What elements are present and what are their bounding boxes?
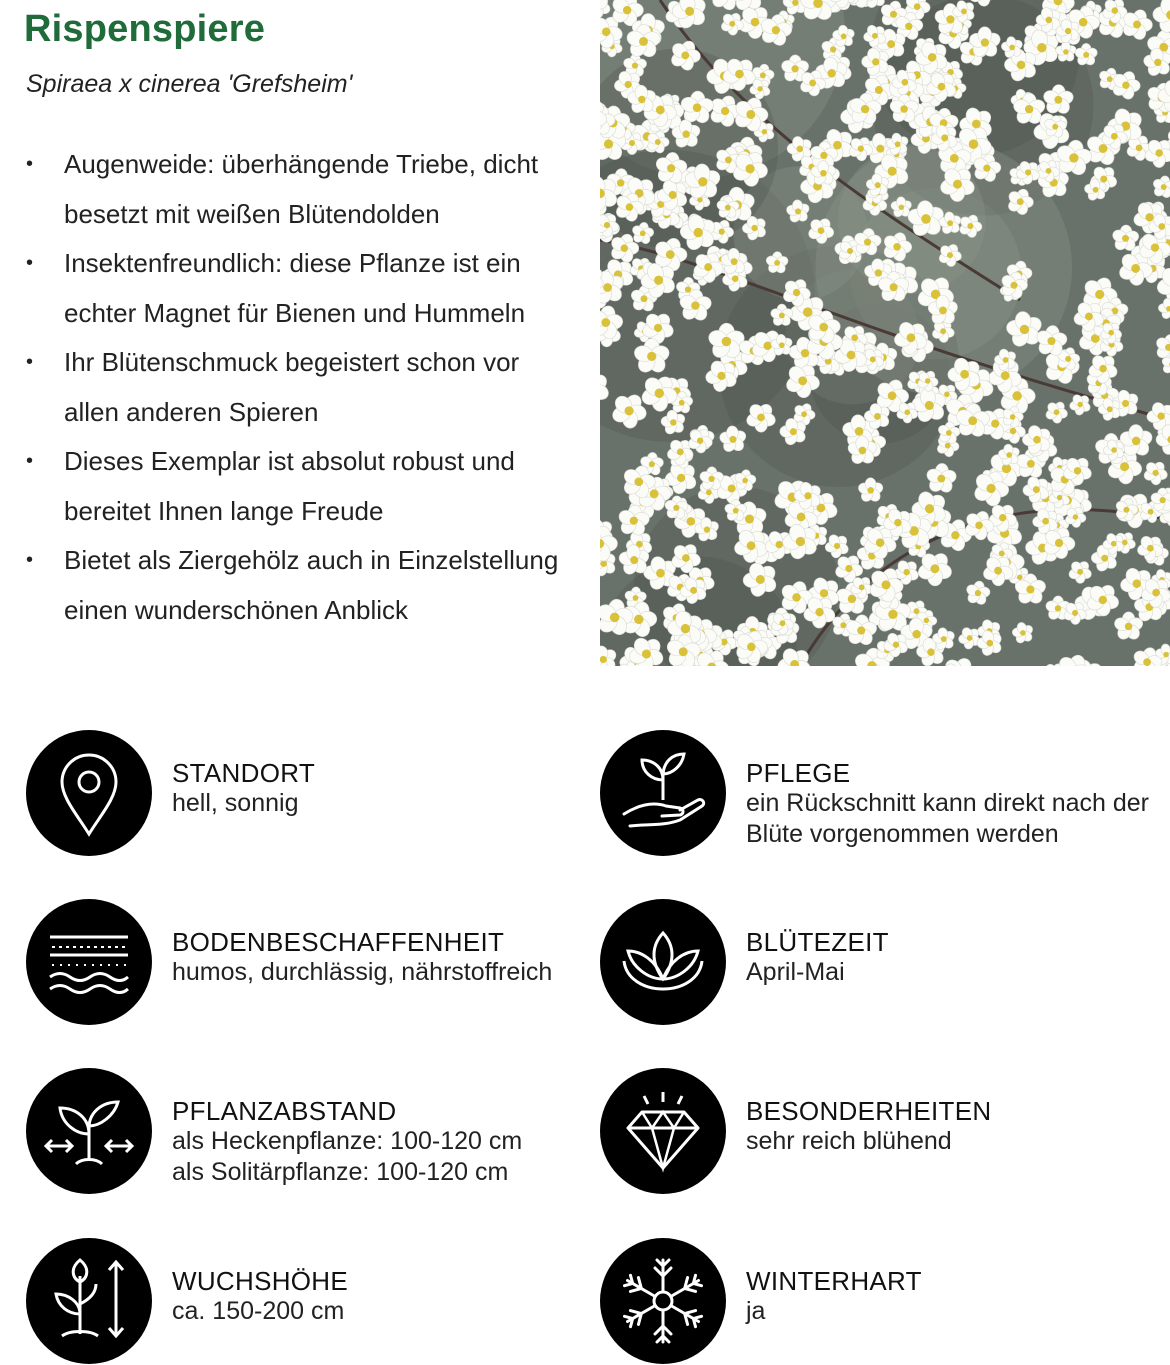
bullet-line: einen wunderschönen Anblick (64, 594, 409, 625)
bullet-line: allen anderen Spieren (64, 396, 319, 427)
feature-value: sehr reich blühend (746, 1127, 952, 1155)
feature-value-line: als Heckenpflanze: 100-120 cm (172, 1127, 523, 1155)
bullet-dot: • (26, 351, 34, 373)
feature-value: ca. 150-200 cm (172, 1297, 345, 1325)
feature-label: WUCHSHÖHE (172, 1266, 349, 1296)
feature-value (746, 788, 1149, 850)
feature-label: BLÜTEZEIT (746, 927, 889, 957)
bullet-line: besetzt mit weißen Blütendolden (64, 198, 440, 229)
bullet-item (26, 239, 586, 338)
bullet-line: bereitet Ihnen lange Freude (64, 495, 384, 526)
bullet-line: Insektenfreundlich: diese Pflanze ist ein (64, 248, 521, 278)
feature-label: STANDORT (172, 758, 316, 788)
feature-value-line: ein Rückschnitt kann direkt nach der (746, 789, 1149, 817)
feature-label: BODENBESCHAFFENHEIT (172, 927, 505, 957)
bullet-line: Ihr Blütenschmuck begeistert schon vor (64, 347, 520, 377)
feature-value: humos, durchlässig, nährstoffreich (172, 958, 553, 986)
bullet-line: Bietet als Ziergehölz auch in Einzelstellung (64, 545, 559, 575)
plant-spacing-icon (26, 1068, 152, 1194)
botanical-name: Spiraea x cinerea 'Grefsheim' (26, 70, 353, 98)
hand-seedling-icon (600, 730, 726, 856)
bullet-item (26, 140, 586, 239)
feature-value: hell, sonnig (172, 789, 299, 817)
feature-label: BESONDERHEITEN (746, 1096, 992, 1126)
bullet-item (26, 437, 586, 536)
bullet-item (26, 338, 586, 437)
bullet-line: Dieses Exemplar ist absolut robust und (64, 446, 515, 476)
bullet-line: echter Magnet für Bienen und Hummeln (64, 297, 526, 328)
feature-value: April-Mai (746, 958, 845, 986)
feature-label: PFLEGE (746, 758, 851, 788)
diamond-icon (600, 1068, 726, 1194)
feature-value-line: Blüte vorgenommen werden (746, 820, 1059, 848)
feature-value (172, 1126, 522, 1188)
feature-bullet-list (26, 140, 586, 635)
bullet-dot: • (26, 252, 34, 274)
feature-label: WINTERHART (746, 1266, 922, 1296)
lotus-flower-icon (600, 899, 726, 1025)
feature-value: ja (746, 1297, 766, 1325)
product-photo (600, 0, 1170, 666)
feature-value-line: als Solitärpflanze: 100-120 cm (172, 1158, 509, 1186)
bullet-dot: • (26, 549, 34, 571)
plant-height-icon (26, 1238, 152, 1364)
location-pin-icon (26, 730, 152, 856)
bullet-item (26, 536, 586, 635)
bullet-dot: • (26, 450, 34, 472)
soil-layers-icon (26, 899, 152, 1025)
bullet-line: Augenweide: überhängende Triebe, dicht (64, 149, 539, 179)
snowflake-icon (600, 1238, 726, 1364)
feature-label: PFLANZABSTAND (172, 1096, 397, 1126)
product-title: Rispenspiere (24, 8, 266, 50)
bullet-dot: • (26, 153, 34, 175)
